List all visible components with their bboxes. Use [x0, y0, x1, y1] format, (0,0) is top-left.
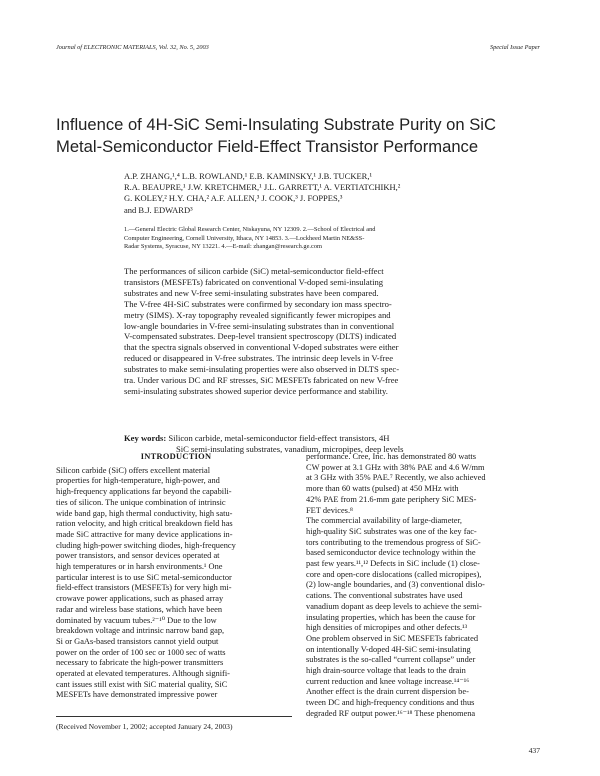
abstract-line: low-angle boundaries in V-free semi-insulating substrates than in conventional — [124, 320, 395, 331]
text-line: high densities of micropipes and other defects.¹³ — [306, 623, 468, 633]
text-line: FET devices.⁸ — [306, 505, 353, 515]
text-line: MESFETs have demonstrated impressive power — [56, 690, 218, 700]
footnote-divider — [56, 716, 292, 717]
abstract-line: metry (SIMS). X-ray topography revealed significantly fewer micropipes and — [124, 309, 391, 320]
text-line: high-frequency applications far beyond the capabili- — [56, 487, 232, 497]
text-line: vanadium dopant as deep levels to achieve the semi- — [306, 601, 482, 611]
text-line: past few years.¹¹,¹² Defects in SiC include (1) close- — [306, 559, 480, 569]
abstract-line: semi-insulating substrates showed superior device performance and stability. — [124, 385, 388, 396]
text-line: The commercial availability of large-diameter, — [306, 516, 463, 526]
title-line: Influence of 4H-SiC Semi-Insulating Substrate Purity on SiC — [56, 115, 496, 134]
text-line: radar and wireless base stations, which have been — [56, 604, 223, 614]
text-line: current reduction and knee voltage increase.¹⁴⁻¹⁶ — [306, 676, 470, 686]
page-number: 437 — [528, 746, 540, 755]
text-line: insulating properties, which has been the cause for — [306, 612, 476, 622]
text-line: One problem observed in SiC MESFETs fabricated — [306, 633, 479, 643]
abstract-line: that the spectra signals observed in conventional V-doped substrates were either — [124, 342, 399, 353]
text-line: properties for high-temperature, high-power, and — [56, 476, 220, 486]
text-line: operated at elevated temperatures. Although signifi- — [56, 669, 230, 679]
keywords-line: SiC semi-insulating substrates, vanadium, micropipes, deep levels — [176, 443, 404, 454]
section-heading: INTRODUCTION — [140, 452, 212, 461]
text-line: cluding high-power switching diodes, high-frequency — [56, 540, 236, 550]
text-line: power transistors, and sensor devices operated at — [56, 551, 220, 561]
text-line: ties of silicon. The unique combination of intrinsic — [56, 497, 226, 507]
text-line: on intentionally V-doped 4H-SiC semi-insulating — [306, 644, 471, 654]
abstract-line: V-compensated substrates. Deep-level transient spectroscopy (DLTS) indicated — [124, 331, 397, 342]
title-line: Metal-Semiconductor Field-Effect Transistor Performance — [56, 136, 479, 156]
text-line: Silicon carbide (SiC) offers excellent material — [56, 465, 211, 475]
text-line: at 3 GHz with 35% PAE.⁷ Recently, we also achieved — [306, 473, 486, 483]
affiliation-line: Computer Engineering, Cornell University, Ithaca, NY 14853. 3.—Lockheed Martin NE&SS- — [124, 234, 365, 242]
text-line: substrates is the so-called “current collapse” under — [306, 655, 476, 665]
abstract-line: tra. Under various DC and RF stresses, SiC MESFETs fabricated on new V-free — [124, 375, 399, 386]
text-line: high temperatures or in harsh environments.¹ One — [56, 562, 223, 572]
received-date: (Received November 1, 2002; accepted January 24, 2003) — [56, 722, 233, 731]
abstract-line: The performances of silicon carbide (SiC) metal-semiconductor field-effect — [124, 266, 384, 276]
author-line: G. KOLEY,² H.Y. CHA,² A.F. ALLEN,³ J. COOK,³ J. FOPPES,³ — [124, 193, 343, 204]
abstract-line: The V-free 4H-SiC substrates were confirmed by secondary ion mass spectro- — [124, 298, 392, 309]
text-line: high-quality SiC substrates was one of the key fac- — [306, 526, 477, 536]
affiliations — [124, 226, 524, 252]
right-column — [306, 452, 552, 720]
text-line: dominated by vacuum tubes.²⁻¹⁰ Due to the low — [56, 615, 217, 625]
author-list — [124, 171, 564, 216]
text-line: degraded RF output power.¹⁶⁻¹⁸ These phenomena — [306, 708, 476, 718]
text-line: particular interest is to use SiC metal-semiconductor — [56, 572, 232, 582]
text-line: wide band gap, high thermal conductivity, high satu- — [56, 508, 233, 518]
left-column — [56, 452, 296, 701]
affiliation-line: Radar Systems, Syracuse, NY 13221. 4.—E-mail: zhangan@research.ge.com — [124, 243, 323, 251]
abstract-line: substrates to make semi-insulating properties were also observed in DLTS spec- — [124, 364, 400, 375]
abstract-line: transistors (MESFETs) fabricated on conventional V-doped semi-insulating — [124, 276, 384, 287]
text-line: tween DC and high-frequency conditions and thus — [306, 698, 475, 708]
text-line: performance. Cree, Inc. has demonstrated 80 watts — [306, 452, 476, 461]
paper-title — [56, 114, 556, 157]
text-line: field-effect transistors (MESFETs) for very high mi- — [56, 583, 232, 593]
text-line: Si or GaAs-based transistors cannot yield output — [56, 636, 219, 646]
abstract-line: substrates and new V-free semi-insulating substrates have been compared. — [124, 287, 379, 298]
text-line: 42% PAE from 21.6-mm gate periphery SiC MES- — [306, 494, 477, 504]
text-line: power on the order of 100 sec or 1000 sec of watts — [56, 647, 226, 657]
text-line: tors contributing to the tremendous progress of SiC- — [306, 537, 481, 547]
text-line: breakdown voltage and intrinsic narrow band gap, — [56, 626, 225, 636]
special-issue-label: Special Issue Paper — [489, 44, 540, 51]
text-line: necessary to fabricate the high-power transmitters — [56, 658, 224, 668]
author-line: A.P. ZHANG,¹,⁴ L.B. ROWLAND,¹ E.B. KAMINSKY,¹ J.B. TUCKER,¹ — [124, 171, 373, 181]
text-line: Another effect is the drain current dispersion be- — [306, 687, 469, 697]
text-line: ration velocity, and high critical breakdown field has — [56, 519, 233, 529]
keywords-line: Silicon carbide, metal-semiconductor field-effect transistors, 4H — [168, 433, 390, 443]
journal-header: Journal of ELECTRONIC MATERIALS, Vol. 32, No. 5, 2003 — [56, 44, 209, 51]
author-line: R.A. BEAUPRE,¹ J.W. KRETCHMER,¹ J.L. GARRETT,¹ A. VERTIATCHIKH,² — [124, 182, 401, 193]
keywords-label: Key words: — [124, 433, 167, 443]
text-line: based semiconductor device technology within the — [306, 548, 476, 558]
text-line: cant issues still exist with SiC material quality, SiC — [56, 679, 228, 689]
text-line: crowave power applications, such as phased array — [56, 594, 224, 604]
text-line: CW power at 3.1 GHz with 38% PAE and 4.6 W/mm — [306, 462, 485, 472]
text-line: made SiC attractive for many device applications in- — [56, 529, 233, 539]
text-line: cations. The conventional substrates have used — [306, 591, 463, 601]
text-line: core and open-core dislocations (called micropipes), — [306, 569, 482, 579]
text-line: (2) low-angle boundaries, and (3) conventional dislo- — [306, 580, 485, 590]
abstract — [124, 266, 552, 397]
text-line: high drain-source voltage that leads to the drain — [306, 666, 466, 676]
text-line: more than 60 watts (pulsed) at 450 MHz with — [306, 484, 459, 494]
author-line: and B.J. EDWARD³ — [124, 204, 193, 215]
abstract-line: reduced or disappeared in V-free substrates. The intrinsic deep levels in V-free — [124, 353, 394, 364]
affiliation-line: 1.—General Electric Global Research Center, Niskayuna, NY 12309. 2.—School of Electrical and — [124, 226, 376, 233]
